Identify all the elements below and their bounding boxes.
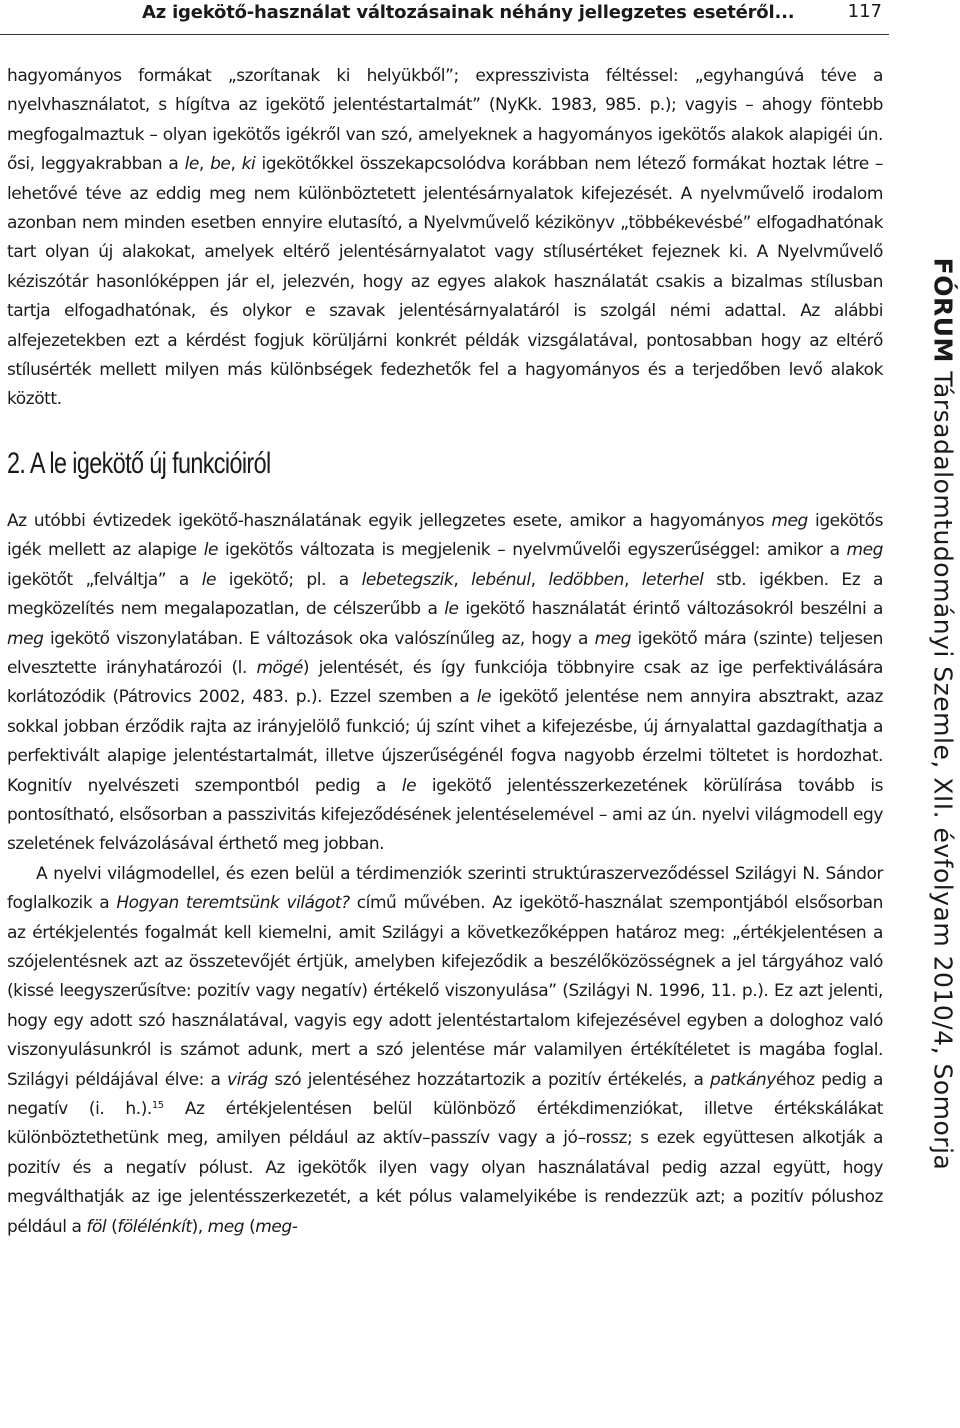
- running-title: Az igekötő-használat változásainak néhány jellegzetes esetéről...: [142, 2, 795, 23]
- text-run: igekötő mára (szinte) teljesen elvesztette irányhatározói (l.: [7, 628, 883, 678]
- italic-term: leterhel: [641, 569, 704, 590]
- paragraph-1: [7, 62, 883, 415]
- italic-term: meg: [594, 628, 632, 649]
- italic-term: meg: [846, 540, 883, 561]
- text-run: szó jelentéséhez hozzátartozik a pozitív értékelés, a: [267, 1069, 710, 1090]
- journal-citation: Társadalomtudományi Szemle, XII. évfolyam 2010/4, Somorja: [928, 362, 958, 1171]
- journal-side-banner-text: [929, 258, 958, 1171]
- text-run: című művében. Az igekötő-használat szempontjából elsősorban az értékjelentés fogalmát kell kiemelni, amit Szilágyi a következőképpen határoz meg: „értékjelentésen a szójelentésnek azt az összetevőjét értjük, amelyben kifejeződik a beszélőközösségnek a jel tárgyához való (kissé leegyszerűsítve: pozitív vagy negatív) értékelő viszonyulása” (Szilágyi N. 1996, 11. p.). Ez azt jelenti, hogy egy adott szó használatával, vagyis egy adott jelentéstartalom kifejezésével egyben a dologhoz való viszonyulásunkról is számot adunk, mert a szó jelentése már valamilyen értékítéletet is magába foglal. Szilágyi példájával élve: a: [7, 893, 883, 1090]
- paragraph-3: [7, 860, 883, 1242]
- italic-term: ki: [241, 154, 256, 175]
- italic-term: le: [401, 775, 417, 796]
- text-run: igekötő viszonylatában. E változások oka valószínűleg az, hogy a: [43, 628, 595, 649]
- text-run: éhoz pedig a negatív (i. h.).: [7, 1069, 883, 1119]
- italic-term: meg: [771, 510, 808, 531]
- text-run: ,: [230, 154, 242, 175]
- italic-term: le: [203, 540, 218, 561]
- text-run: igekötő; pl. a: [215, 569, 362, 590]
- italic-term: le: [444, 599, 459, 620]
- italic-term: le: [201, 569, 216, 590]
- text-run: igekötőkkel összekapcsolódva korábban nem létező formákat hoztak létre – lehetővé téve az eddig meg nem különböztetett jelentésárnyalatok kifejezését. A nyelvművelő irodalom azonban nem minden esetben ennyire elutasító, a Nyelvművelő kézikönyv „többékevésbé” elfogadhatónak tart olyan új alakokat, amelyek eltérő jelentésárnyalatot vagy stílusértéket fejeznek ki. A Nyelvművelő kéziszótár hasonlóképpen jár el, jelezvén, hogy az egyes alakok használatát csakis a bizalmas stílusban tartja elfogadhatónak, és olykor e szavak jelentésárnyalatáról is szolgál némi adattal. Az alábbi alfejezetekben ezt a kérdést fogjuk körüljárni konkrét példák vizsgálatával, pontosabban hogy az eltérő stílusérték mellett milyen más különbségek fedezhetők fel a hagyományos és a terjedőben levő alakok között.: [7, 154, 883, 410]
- text-run: igekötő használatát érintő változásokról beszélni a: [458, 599, 883, 620]
- italic-term: patkány: [709, 1069, 776, 1090]
- italic-term: fölélénkít: [117, 1216, 192, 1237]
- section-heading: 2. A le igekötő új funkcióiról: [7, 446, 271, 480]
- text-run: ,: [624, 569, 642, 590]
- text-run: igekötő jelentésszerkezetének körülírása tovább is pontosítható, elsősorban a passzivitás kifejeződésének jelentéselemével – ami az ún. nyelvi világmodell egy szeletének felvázolásával érthető meg jobban.: [7, 775, 883, 855]
- italic-term: be: [210, 154, 231, 175]
- text-run: ) jelentését, és így funkciója többnyire csak az ige perfektiválására korlátozódik (Pátrovics 2002, 483. p.). Ezzel szemben a: [7, 657, 883, 708]
- italic-term: föl: [86, 1216, 107, 1237]
- text-run: ,: [198, 154, 211, 175]
- text-run: hagyományos formákat „szorítanak ki helyükből”; expresszivista féltéssel: „egyhangúvá téve a nyelvhasználatot, s hígítva az igekötő jelentéstartalmát” (NyKk. 1983, 985. p.); vagyis – ahogy föntebb megfogalmaztuk – olyan igekötős igékről van szó, amelyeknek a hagyományos igekötős alakok alapigéi ún. ősi, leggyakrabban a: [7, 66, 883, 175]
- italic-term: lebetegszik: [361, 569, 454, 590]
- italic-term: meg: [7, 628, 44, 649]
- italic-term: meg: [207, 1216, 245, 1237]
- page-number: 117: [847, 1, 882, 22]
- footnote-ref[interactable]: 15: [151, 1100, 164, 1111]
- italic-term: Hogyan teremtsünk világot?: [116, 893, 350, 914]
- paragraph-2: [7, 507, 883, 860]
- text-run: A nyelvi világmodellel, és ezen belül a térdimenziók szerinti struktúraszerveződéssel Szilágyi N. Sándor foglalkozik a: [7, 863, 883, 914]
- body-text: [7, 62, 883, 1242]
- text-run: ),: [191, 1216, 208, 1237]
- text-run: igekötőt „felváltja” a: [7, 569, 202, 590]
- italic-term: virág: [227, 1069, 268, 1090]
- text-run: igekötő jelentése nem annyira absztrakt, azaz sokkal jobban érződik rajta az irányjelölő funkció; új színt vihet a kifejezésbe, új árnyalattal gazdagíthatja a perfektivált alapige jelentéstartalmát, illetve újszerűségénél fogva nagyobb érzelmi töltetet is hordozhat. Kognitív nyelvészeti szempontból pedig a: [7, 687, 883, 796]
- text-run: stb. igékben. Ez a megközelítés nem megalapozatlan, de célszerűbb a: [7, 569, 883, 620]
- italic-term: lebénul: [471, 569, 531, 590]
- italic-term: mögé: [256, 657, 303, 678]
- text-run: Az értékjelentésen belül különböző értékdimenziókat, illetve értékskálákat különböztethetünk meg, amilyen például az aktív–passzív vagy a jó–rossz; s ezek együttesen alkotják a pozitív és a negatív pólust. Az igekötők ilyen vagy olyan használatával pedig azzal együtt, hogy megválthatják az ige jelentésszerkezetét, a két pólus valamelyikébe is rendezzük azt; a pozitív pólushoz például a: [7, 1099, 883, 1237]
- text-run: ,: [530, 569, 549, 590]
- journal-brand: FÓRUM: [928, 257, 958, 363]
- text-run: ,: [453, 569, 472, 590]
- text-run: igekötős változata is megjelenik – nyelvművelői egyszerűséggel: amikor a: [217, 540, 847, 561]
- text-run: igekötős igék mellett az alapige: [7, 510, 883, 561]
- italic-term: ledöbben: [548, 569, 624, 590]
- italic-term: meg-: [255, 1216, 298, 1237]
- italic-term: le: [184, 154, 199, 175]
- italic-term: le: [476, 687, 492, 708]
- text-run: (: [244, 1216, 256, 1237]
- text-run: (: [106, 1216, 118, 1237]
- text-run: Az utóbbi évtizedek igekötő-használatának egyik jellegzetes esete, amikor a hagyományos: [7, 510, 772, 531]
- running-header: [0, 0, 889, 35]
